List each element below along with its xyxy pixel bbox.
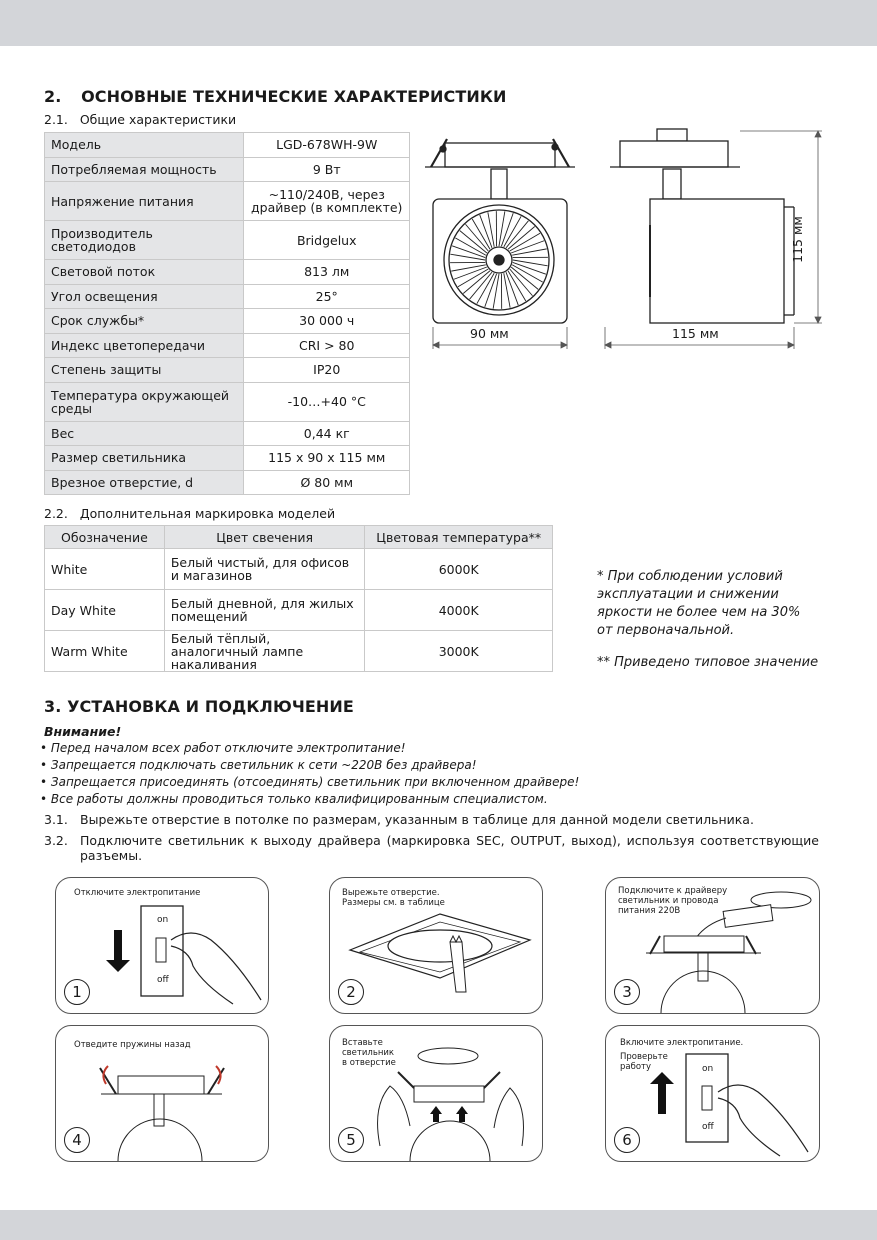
spec-value: 9 Вт	[244, 157, 410, 182]
spec-label: Вес	[45, 421, 244, 446]
spec-label: Напряжение питания	[45, 182, 244, 221]
top-band	[0, 0, 877, 46]
marking-header-temp: Цветовая температура**	[365, 526, 553, 549]
subsection-2-2	[44, 506, 335, 521]
spec-value: 25°	[244, 284, 410, 309]
warning-text: Все работы должны проводиться только квалифицированным специалистом.	[50, 792, 548, 806]
spec-label: Потребляемая мощность	[45, 157, 244, 182]
figure-caption: Подключите к драйверу светильник и провода питания 220В	[618, 886, 728, 916]
table-row	[45, 309, 410, 334]
marking-header-row	[45, 526, 553, 549]
spec-value: Bridgelux	[244, 221, 410, 260]
subsection-2-1-title: Общие характеристики	[79, 112, 237, 127]
table-row	[45, 284, 410, 309]
warning-text: Запрещается присоединять (отсоединять) светильник при включенном драйвере!	[50, 775, 580, 789]
spec-value: 0,44 кг	[244, 421, 410, 446]
front-view-drawing	[425, 125, 575, 355]
table-row	[45, 549, 553, 590]
figure-card-3	[605, 877, 820, 1014]
table-row	[45, 631, 553, 672]
marking-header-color: Цвет свечения	[164, 526, 365, 549]
marking-color: Белый чистый, для офисов и магазинов	[164, 549, 365, 590]
marking-name: Day White	[45, 590, 165, 631]
marking-temp: 4000K	[365, 590, 553, 631]
list-item: • Запрещается подключать светильник к сети ~220В без драйвера!	[40, 758, 477, 772]
spec-label: Световой поток	[45, 260, 244, 285]
section-2-title: ОСНОВНЫЕ ТЕХНИЧЕСКИЕ ХАРАКТЕРИСТИКИ	[81, 87, 507, 106]
table-row	[45, 221, 410, 260]
spec-value: ~110/240В, через драйвер (в комплекте)	[244, 182, 410, 221]
spec-label: Индекс цветопередачи	[45, 333, 244, 358]
figure-number: 2	[338, 979, 364, 1005]
list-item: • Перед началом всех работ отключите электропитание!	[40, 741, 406, 755]
spec-label: Размер светильника	[45, 446, 244, 471]
table-row	[45, 133, 410, 158]
step-number: 3.2.	[44, 833, 68, 848]
spec-value: IP20	[244, 358, 410, 383]
figure-caption: Вставьте светильник в отверстие	[342, 1038, 396, 1068]
step-3-2	[44, 833, 819, 863]
figure-caption: Включите электропитание.	[620, 1038, 744, 1048]
spec-label: Модель	[45, 133, 244, 158]
figure-card-5	[329, 1025, 543, 1162]
side-width-label: 115 мм	[672, 326, 719, 341]
figure-caption: Отведите пружины назад	[74, 1040, 191, 1050]
marking-table	[44, 525, 553, 672]
spec-table-body	[45, 133, 410, 495]
subsection-2-1	[44, 112, 236, 127]
marking-name: White	[45, 549, 165, 590]
table-row	[45, 382, 410, 421]
switch-off-label: off	[157, 975, 169, 985]
marking-temp: 3000K	[365, 631, 553, 672]
spec-label: Врезное отверстие, d	[45, 470, 244, 495]
step-number: 3.1.	[44, 812, 68, 827]
side-height-label: 115 мм	[789, 216, 805, 263]
footnote-lifetime: * При соблюдении условий эксплуатации и снижении яркости не более чем на 30% от первоначальной.	[597, 569, 801, 638]
switch-off-label: off	[702, 1122, 714, 1132]
spec-label: Температура окружающей среды	[45, 382, 244, 421]
footnote-typical: ** Приведено типовое значение	[597, 655, 819, 670]
spec-value: 813 лм	[244, 260, 410, 285]
spec-table	[44, 132, 410, 495]
spec-label: Степень защиты	[45, 358, 244, 383]
spec-label: Срок службы*	[45, 309, 244, 334]
table-row	[45, 421, 410, 446]
spec-value: Ø 80 мм	[244, 470, 410, 495]
figure-card-1	[55, 877, 269, 1014]
spec-value: LGD-678WH-9W	[244, 133, 410, 158]
subsection-2-2-number: 2.2.	[44, 506, 68, 521]
figure-number: 3	[614, 979, 640, 1005]
marking-name: Warm White	[45, 631, 165, 672]
spec-value: -10…+40 °C	[244, 382, 410, 421]
figure-caption: Вырежьте отверстие. Размеры см. в таблице	[342, 888, 445, 908]
switch-on-label: on	[157, 915, 169, 925]
attention-label: Внимание!	[44, 724, 122, 739]
subsection-2-1-number: 2.1.	[44, 112, 68, 127]
section-2-number: 2.	[44, 87, 62, 106]
table-row	[45, 470, 410, 495]
figure-card-2	[329, 877, 543, 1014]
spec-value: CRI > 80	[244, 333, 410, 358]
list-item: • Запрещается присоединять (отсоединять) светильник при включенном драйвере!	[40, 775, 580, 789]
list-item: • Все работы должны проводиться только квалифицированным специалистом.	[40, 792, 548, 806]
table-row	[45, 333, 410, 358]
table-row	[45, 260, 410, 285]
table-row	[45, 358, 410, 383]
table-row	[45, 446, 410, 471]
step-3-1	[44, 812, 819, 827]
warning-text: Перед началом всех работ отключите электропитание!	[50, 741, 406, 755]
figure-number: 1	[64, 979, 90, 1005]
marking-temp: 6000K	[365, 549, 553, 590]
table-row	[45, 590, 553, 631]
spec-value: 30 000 ч	[244, 309, 410, 334]
step-text: Подключите светильник к выходу драйвера (маркировка SEC, OUTPUT, выход), используя соответствующие разъемы.	[80, 833, 819, 863]
figure-number: 5	[338, 1127, 364, 1153]
warnings-list	[40, 740, 800, 808]
marking-color: Белый тёплый, аналогичный лампе накаливания	[164, 631, 365, 672]
section-3-title: 3. УСТАНОВКА И ПОДКЛЮЧЕНИЕ	[44, 697, 354, 716]
section-2-heading	[44, 87, 507, 106]
figure-caption: Отключите электропитание	[74, 888, 201, 898]
figure-caption-secondary: Проверьте работу	[620, 1052, 668, 1072]
figure-number: 6	[614, 1127, 640, 1153]
figure-card-6	[605, 1025, 820, 1162]
spec-label: Угол освещения	[45, 284, 244, 309]
spec-value: 115 x 90 x 115 мм	[244, 446, 410, 471]
table-row	[45, 157, 410, 182]
subsection-2-2-title: Дополнительная маркировка моделей	[79, 506, 336, 521]
warning-text: Запрещается подключать светильник к сети ~220В без драйвера!	[50, 758, 477, 772]
marking-header-name: Обозначение	[45, 526, 165, 549]
bottom-band	[0, 1210, 877, 1240]
switch-on-label: on	[702, 1064, 714, 1074]
figure-card-4	[55, 1025, 269, 1162]
step-text: Вырежьте отверстие в потолке по размерам, указанным в таблице для данной модели светильника.	[80, 812, 754, 827]
marking-color: Белый дневной, для жилых помещений	[164, 590, 365, 631]
table-row	[45, 182, 410, 221]
figure-number: 4	[64, 1127, 90, 1153]
spec-label: Производитель светодиодов	[45, 221, 244, 260]
front-width-label: 90 мм	[470, 326, 509, 341]
